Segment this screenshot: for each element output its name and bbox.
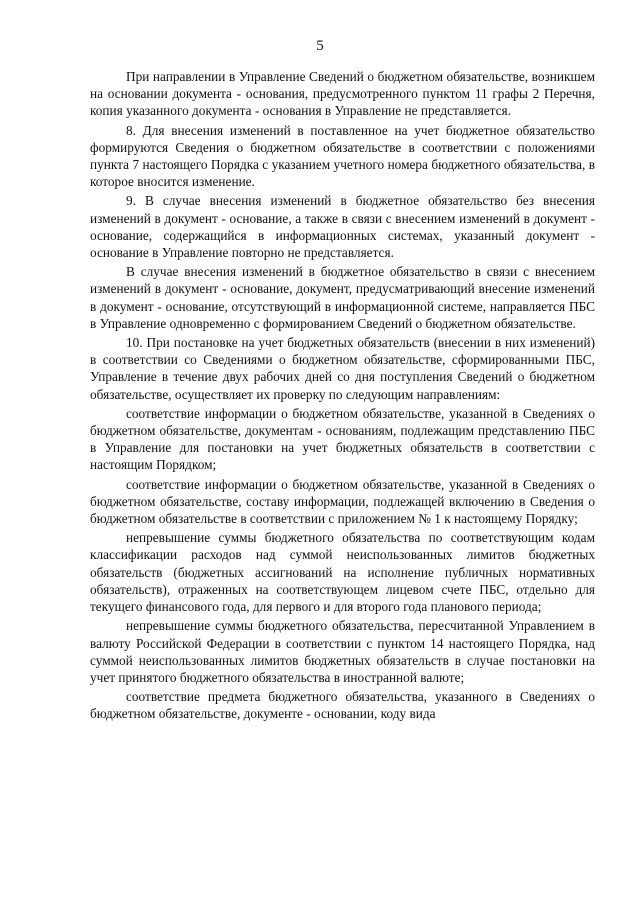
paragraph: соответствие информации о бюджетном обязательстве, указанной в Сведениях о бюджетном обязательстве, документам - основаниям, подлежащим представлению ПБС в Управление для постановки на учет бюджетных обязательств в соответствии с настоящим Порядком; bbox=[90, 405, 595, 473]
paragraph: При направлении в Управление Сведений о бюджетном обязательстве, возникшем на основании документа - основания, предусмотренного пунктом 11 графы 2 Перечня, копия указанного документа - основания в Управление не представляется. bbox=[90, 69, 595, 119]
paragraph: соответствие предмета бюджетного обязательства, указанного в Сведениях о бюджетном обязательстве, документе - основании, коду вида bbox=[90, 689, 595, 722]
paragraph: непревышение суммы бюджетного обязательства по соответствующим кодам классификации расходов над суммой неиспользованных лимитов бюджетных обязательств (бюджетных ассигнований на исполнение публичных нормативных обязательств), отраженных на соответствующем лицевом счете ПБС, отдельно для текущего финансового года, для первого и для второго года планового периода; bbox=[90, 530, 595, 615]
document-body bbox=[90, 68, 595, 725]
paragraph: 9. В случае внесения изменений в бюджетное обязательство без внесения изменений в документ - основание, а также в связи с внесением изменений в документ - основание, содержащийся в информационных системах, указанный документ - основание в Управление повторно не представляется. bbox=[90, 193, 595, 261]
paragraph: непревышение суммы бюджетного обязательства, пересчитанной Управлением в валюту Российской Федерации в соответствии с пунктом 14 настоящего Порядка, над суммой неиспользованных лимитов бюджетных обязательств в случае постановки на учет принятого бюджетного обязательства в иностранной валюте; bbox=[90, 618, 595, 685]
paragraph: В случае внесения изменений в бюджетное обязательство в связи с внесением изменений в документ - основание, документ, предусматривающий внесение изменений в документ - основание, отсутствующий в информационной системе, направляется ПБС в Управление одновременно с формированием Сведений о бюджетном обязательстве. bbox=[90, 264, 595, 331]
paragraph: 10. При постановке на учет бюджетных обязательств (внесении в них изменений) в соответствии со Сведениями о бюджетном обязательстве, сформированными ПБС, Управление в течение двух рабочих дней со дня поступления Сведений о бюджетном обязательстве, осуществляет их проверку по следующим направлениям: bbox=[90, 335, 595, 402]
paragraph: соответствие информации о бюджетном обязательстве, указанной в Сведениях о бюджетном обязательстве, составу информации, подлежащей включению в Сведения о бюджетном обязательстве в соответствии с приложением № 1 к настоящему Порядку; bbox=[90, 476, 595, 527]
page-number: 5 bbox=[316, 38, 324, 54]
paragraph: 8. Для внесения изменений в поставленное на учет бюджетное обязательство формируются Сведения о бюджетном обязательстве в соответствии с положениями пункта 7 настоящего Порядка с указанием учетного номера бюджетного обязательства, в которое вносится изменение. bbox=[90, 122, 595, 190]
